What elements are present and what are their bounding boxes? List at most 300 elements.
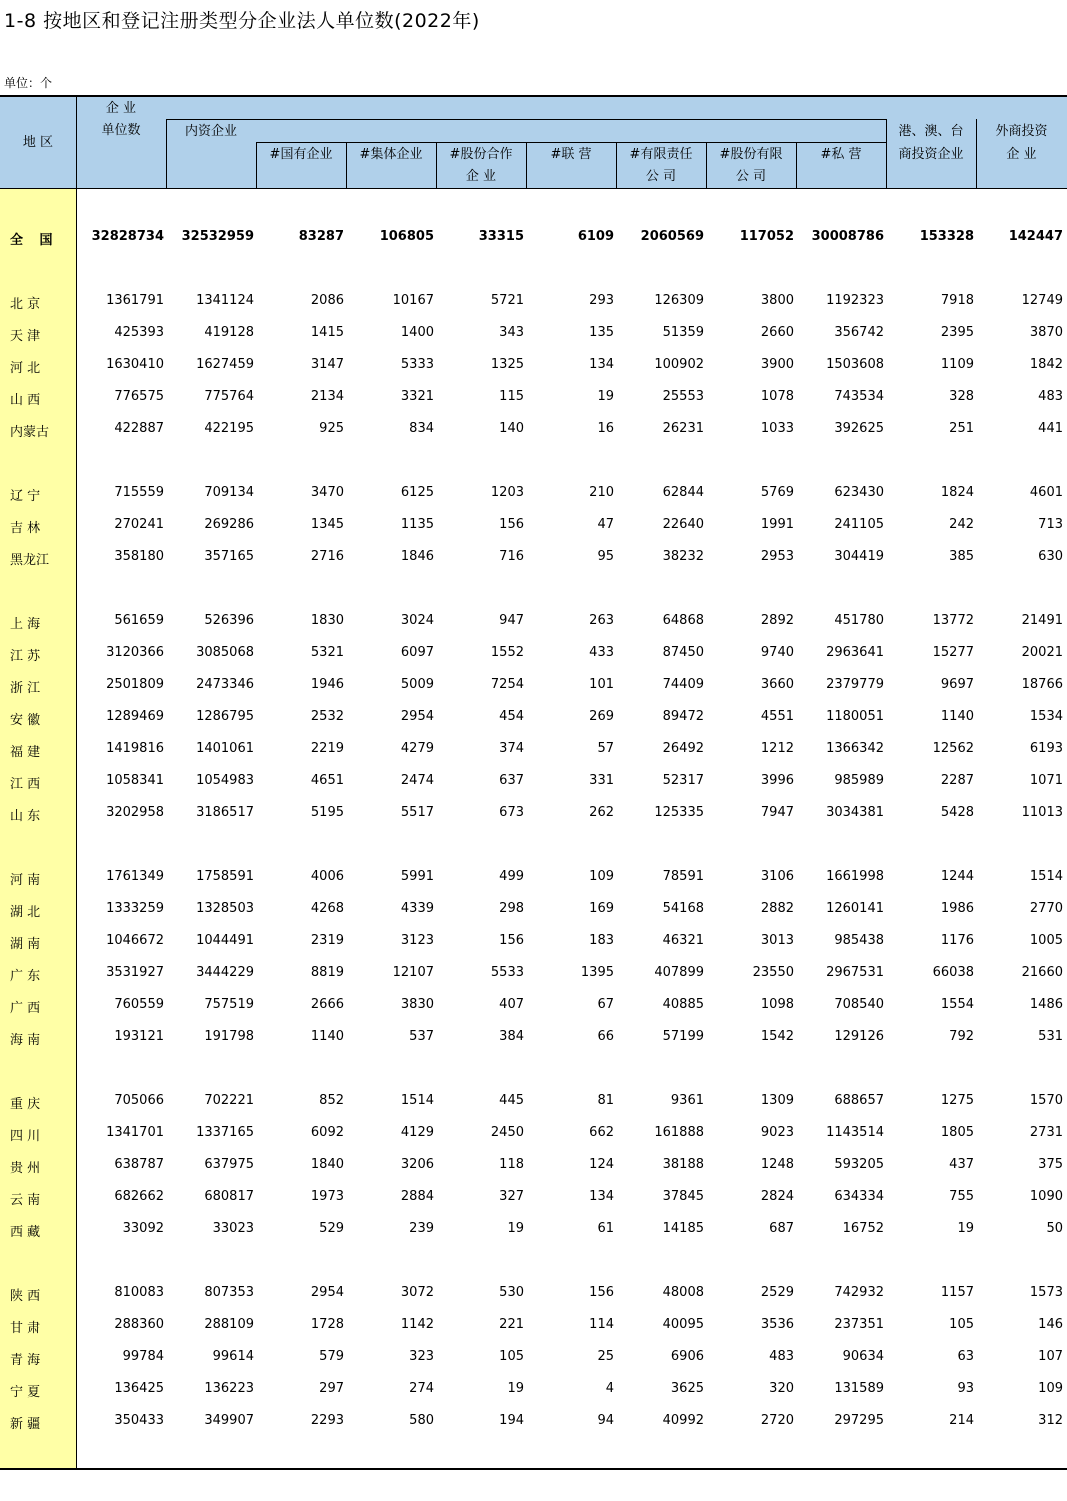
table-cell: 19 — [597, 389, 614, 404]
table-cell: 1973 — [310, 1189, 344, 1204]
table-cell: 4279 — [400, 741, 434, 756]
table-cell: 4129 — [400, 1125, 434, 1140]
table-cell: 1366342 — [826, 741, 884, 756]
table-cell: 1534 — [1029, 709, 1063, 724]
table-cell: 1824 — [940, 485, 974, 500]
table-row — [0, 1317, 1067, 1337]
table-cell: 2954 — [400, 709, 434, 724]
table-cell: 709134 — [204, 485, 254, 500]
table-cell: 106805 — [379, 229, 434, 244]
table-cell: 925 — [319, 421, 344, 436]
table-cell: 4339 — [400, 901, 434, 916]
region-name: 甘 肃 — [10, 1321, 41, 1336]
table-cell: 454 — [499, 709, 524, 724]
table-cell: 407899 — [654, 965, 704, 980]
table-cell: 33315 — [478, 229, 524, 244]
table-cell: 99784 — [122, 1349, 164, 1364]
table-cell: 156 — [499, 933, 524, 948]
table-cell: 483 — [1038, 389, 1063, 404]
table-cell: 1142 — [400, 1317, 434, 1332]
table-cell: 1415 — [310, 325, 344, 340]
table-cell: 5195 — [310, 805, 344, 820]
table-cell: 1341124 — [196, 293, 254, 308]
table-cell: 40095 — [662, 1317, 704, 1332]
table-cell: 100902 — [654, 357, 704, 372]
table-cell: 530 — [499, 1285, 524, 1300]
table-cell: 985438 — [834, 933, 884, 948]
table-cell: 40885 — [662, 997, 704, 1012]
table-cell: 1514 — [1029, 869, 1063, 884]
table-cell: 93 — [957, 1381, 974, 1396]
table-cell: 6906 — [670, 1349, 704, 1364]
table-cell: 2395 — [940, 325, 974, 340]
table-cell: 5009 — [400, 677, 434, 692]
table-cell: 2319 — [310, 933, 344, 948]
table-cell: 19 — [507, 1221, 524, 1236]
header-foreign-line1: 外商投资 — [995, 124, 1048, 139]
region-name: 海 南 — [10, 1033, 41, 1048]
table-cell: 3120366 — [106, 645, 164, 660]
region-name: 山 西 — [10, 393, 41, 408]
data-table — [0, 95, 1067, 1470]
table-cell: 66 — [597, 1029, 614, 1044]
table-cell: 715559 — [114, 485, 164, 500]
region-name: 广 东 — [10, 969, 41, 984]
table-cell: 3531927 — [106, 965, 164, 980]
table-cell: 269286 — [204, 517, 254, 532]
table-cell: 11013 — [1021, 805, 1063, 820]
header-collective: #集体企业 — [359, 147, 423, 162]
table-cell: 425393 — [114, 325, 164, 340]
table-cell: 1991 — [760, 517, 794, 532]
table-cell: 262 — [589, 805, 614, 820]
table-cell: 7918 — [940, 293, 974, 308]
table-cell: 760559 — [114, 997, 164, 1012]
table-cell: 357165 — [204, 549, 254, 564]
table-cell: 1054983 — [196, 773, 254, 788]
table-cell: 743534 — [834, 389, 884, 404]
region-name: 吉 林 — [10, 521, 41, 536]
table-cell: 1140 — [310, 1029, 344, 1044]
table-cell: 1830 — [310, 613, 344, 628]
table-row — [0, 1157, 1067, 1177]
table-cell: 579 — [319, 1349, 344, 1364]
table-cell: 52317 — [662, 773, 704, 788]
table-cell: 297295 — [834, 1413, 884, 1428]
table-cell: 3830 — [400, 997, 434, 1012]
table-cell: 385 — [949, 549, 974, 564]
table-cell: 2287 — [940, 773, 974, 788]
header-hmt-line1: 港、澳、台 — [898, 124, 964, 139]
table-cell: 1212 — [760, 741, 794, 756]
table-cell: 214 — [949, 1413, 974, 1428]
region-name: 贵 州 — [10, 1161, 41, 1176]
table-cell: 1135 — [400, 517, 434, 532]
table-cell: 115 — [499, 389, 524, 404]
table-cell: 637 — [499, 773, 524, 788]
table-cell: 57 — [597, 741, 614, 756]
table-cell: 4551 — [760, 709, 794, 724]
table-cell: 293 — [589, 293, 614, 308]
table-row — [0, 485, 1067, 505]
header-llc-line2: 公 司 — [645, 169, 677, 184]
table-row — [0, 901, 1067, 921]
table-cell: 623430 — [834, 485, 884, 500]
table-cell: 32532959 — [181, 229, 254, 244]
table-cell: 3321 — [400, 389, 434, 404]
table-cell: 191798 — [204, 1029, 254, 1044]
header-region: 地 区 — [22, 135, 54, 150]
table-cell: 1033 — [760, 421, 794, 436]
table-cell: 630 — [1038, 549, 1063, 564]
table-row — [0, 1093, 1067, 1113]
table-cell: 1286795 — [196, 709, 254, 724]
table-cell: 16 — [597, 421, 614, 436]
table-cell: 1805 — [940, 1125, 974, 1140]
table-row — [0, 389, 1067, 409]
table-cell: 50 — [1046, 1221, 1063, 1236]
table-cell: 193121 — [114, 1029, 164, 1044]
table-cell: 12749 — [1021, 293, 1063, 308]
table-cell: 15277 — [932, 645, 974, 660]
table-cell: 134 — [589, 357, 614, 372]
header-shareholding-line2: 公 司 — [735, 169, 767, 184]
table-row — [0, 1189, 1067, 1209]
table-cell: 349907 — [204, 1413, 254, 1428]
region-name: 江 西 — [10, 777, 41, 792]
table-cell: 3900 — [760, 357, 794, 372]
table-cell: 4268 — [310, 901, 344, 916]
table-cell: 21491 — [1021, 613, 1063, 628]
table-cell: 40992 — [662, 1413, 704, 1428]
table-cell: 1333259 — [106, 901, 164, 916]
table-cell: 99614 — [212, 1349, 254, 1364]
table-cell: 3085068 — [196, 645, 254, 660]
table-cell: 9697 — [940, 677, 974, 692]
table-row — [0, 357, 1067, 377]
table-cell: 5517 — [400, 805, 434, 820]
table-cell: 87450 — [662, 645, 704, 660]
table-cell: 153328 — [919, 229, 974, 244]
table-cell: 142447 — [1008, 229, 1063, 244]
table-cell: 134 — [589, 1189, 614, 1204]
table-cell: 169 — [589, 901, 614, 916]
region-name: 宁 夏 — [10, 1385, 41, 1400]
table-cell: 19 — [507, 1381, 524, 1396]
table-row — [0, 1349, 1067, 1369]
table-cell: 25553 — [662, 389, 704, 404]
table-cell: 328 — [949, 389, 974, 404]
table-cell: 26492 — [662, 741, 704, 756]
table-cell: 5769 — [760, 485, 794, 500]
table-cell: 1328503 — [196, 901, 254, 916]
table-cell: 62844 — [662, 485, 704, 500]
table-cell: 1761349 — [106, 869, 164, 884]
table-row — [0, 1029, 1067, 1049]
table-cell: 1542 — [760, 1029, 794, 1044]
table-bottom-rule — [0, 1468, 1067, 1470]
region-name: 福 建 — [10, 745, 41, 760]
table-cell: 1244 — [940, 869, 974, 884]
table-cell: 776575 — [114, 389, 164, 404]
table-cell: 1554 — [940, 997, 974, 1012]
table-cell: 23550 — [752, 965, 794, 980]
page-title: 1-8 按地区和登记注册类型分企业法人单位数(2022年) — [4, 10, 480, 32]
table-cell: 38188 — [662, 1157, 704, 1172]
header-total-line1: 企 业 — [105, 101, 137, 116]
table-cell: 64868 — [662, 613, 704, 628]
table-cell: 1005 — [1029, 933, 1063, 948]
table-cell: 210 — [589, 485, 614, 500]
table-cell: 194 — [499, 1413, 524, 1428]
table-cell: 1570 — [1029, 1093, 1063, 1108]
table-cell: 6097 — [400, 645, 434, 660]
header-coop-line2: 企 业 — [465, 169, 497, 184]
table-cell: 239 — [409, 1221, 434, 1236]
table-cell: 1341701 — [106, 1125, 164, 1140]
table-row — [0, 869, 1067, 889]
table-cell: 2824 — [760, 1189, 794, 1204]
table-cell: 3444229 — [196, 965, 254, 980]
header-llc-line1: #有限责任 — [629, 147, 693, 162]
region-name: 上 海 — [10, 617, 41, 632]
table-cell: 331 — [589, 773, 614, 788]
table-cell: 3147 — [310, 357, 344, 372]
table-cell: 2379779 — [826, 677, 884, 692]
table-cell: 13772 — [932, 613, 974, 628]
header-private: #私 营 — [820, 147, 862, 162]
table-cell: 7254 — [490, 677, 524, 692]
table-cell: 2666 — [310, 997, 344, 1012]
table-cell: 304419 — [834, 549, 884, 564]
table-cell: 3536 — [760, 1317, 794, 1332]
table-row — [0, 677, 1067, 697]
table-cell: 3186517 — [196, 805, 254, 820]
region-name: 浙 江 — [10, 681, 41, 696]
table-cell: 1260141 — [826, 901, 884, 916]
table-cell: 67 — [597, 997, 614, 1012]
table-cell: 580 — [409, 1413, 434, 1428]
table-cell: 241105 — [834, 517, 884, 532]
table-cell: 20021 — [1021, 645, 1063, 660]
table-cell: 1395 — [580, 965, 614, 980]
table-cell: 1157 — [940, 1285, 974, 1300]
table-cell: 2660 — [760, 325, 794, 340]
header-foreign-line2: 企 业 — [1006, 147, 1037, 162]
table-cell: 5321 — [310, 645, 344, 660]
table-cell: 126309 — [654, 293, 704, 308]
table-cell: 5533 — [490, 965, 524, 980]
table-row — [0, 517, 1067, 537]
table-cell: 1552 — [490, 645, 524, 660]
table-cell: 30008786 — [811, 229, 884, 244]
table-cell: 441 — [1038, 421, 1063, 436]
table-cell: 18766 — [1021, 677, 1063, 692]
table-cell: 757519 — [204, 997, 254, 1012]
table-cell: 78591 — [662, 869, 704, 884]
table-cell: 1946 — [310, 677, 344, 692]
region-name: 广 西 — [10, 1001, 41, 1016]
table-cell: 1180051 — [826, 709, 884, 724]
table-cell: 384 — [499, 1029, 524, 1044]
table-row — [0, 1285, 1067, 1305]
table-cell: 251 — [949, 421, 974, 436]
table-row — [0, 293, 1067, 313]
table-cell: 12107 — [392, 965, 434, 980]
table-cell: 637975 — [204, 1157, 254, 1172]
unit-label: 单位：个 — [4, 76, 53, 90]
table-cell: 89472 — [662, 709, 704, 724]
header-shareholding-line1: #股份有限 — [719, 147, 783, 162]
table-cell: 3202958 — [106, 805, 164, 820]
table-cell: 3870 — [1029, 325, 1063, 340]
table-cell: 1337165 — [196, 1125, 254, 1140]
table-cell: 343 — [499, 325, 524, 340]
table-cell: 242 — [949, 517, 974, 532]
table-cell: 237351 — [834, 1317, 884, 1332]
table-row — [0, 741, 1067, 761]
table-cell: 26231 — [662, 421, 704, 436]
table-cell: 1842 — [1029, 357, 1063, 372]
table-cell: 161888 — [654, 1125, 704, 1140]
table-cell: 81 — [597, 1093, 614, 1108]
table-cell: 4601 — [1029, 485, 1063, 500]
table-cell: 136223 — [204, 1381, 254, 1396]
table-cell: 109 — [589, 869, 614, 884]
table-cell: 125335 — [654, 805, 704, 820]
table-cell: 5721 — [490, 293, 524, 308]
table-cell: 21660 — [1021, 965, 1063, 980]
table-row — [0, 805, 1067, 825]
table-cell: 9740 — [760, 645, 794, 660]
table-cell: 1486 — [1029, 997, 1063, 1012]
region-name: 江 苏 — [10, 649, 41, 664]
table-cell: 140 — [499, 421, 524, 436]
table-cell: 1192323 — [826, 293, 884, 308]
table-cell: 1514 — [400, 1093, 434, 1108]
table-cell: 297 — [319, 1381, 344, 1396]
table-cell: 422195 — [204, 421, 254, 436]
table-cell: 419128 — [204, 325, 254, 340]
table-row-national — [0, 229, 1067, 249]
table-cell: 263 — [589, 613, 614, 628]
table-cell: 374 — [499, 741, 524, 756]
table-cell: 47 — [597, 517, 614, 532]
table-cell: 2134 — [310, 389, 344, 404]
table-cell: 57199 — [662, 1029, 704, 1044]
table-cell: 6125 — [400, 485, 434, 500]
header-rule-bottom — [0, 188, 1067, 189]
region-name: 天 津 — [10, 329, 41, 344]
table-cell: 6109 — [577, 229, 614, 244]
table-cell: 742932 — [834, 1285, 884, 1300]
table-cell: 2060569 — [640, 229, 704, 244]
table-cell: 320 — [769, 1381, 794, 1396]
table-row — [0, 1413, 1067, 1433]
table-cell: 327 — [499, 1189, 524, 1204]
table-cell: 4006 — [310, 869, 344, 884]
table-cell: 2720 — [760, 1413, 794, 1428]
region-name: 重 庆 — [10, 1097, 41, 1112]
table-cell: 83287 — [298, 229, 344, 244]
table-cell: 2501809 — [106, 677, 164, 692]
table-cell: 350433 — [114, 1413, 164, 1428]
table-cell: 3106 — [760, 869, 794, 884]
table-cell: 1840 — [310, 1157, 344, 1172]
table-cell: 1143514 — [826, 1125, 884, 1140]
table-cell: 2450 — [490, 1125, 524, 1140]
table-cell: 483 — [769, 1349, 794, 1364]
table-row — [0, 933, 1067, 953]
table-cell: 288360 — [114, 1317, 164, 1332]
table-cell: 274 — [409, 1381, 434, 1396]
header-domestic: 内资企业 — [185, 124, 238, 139]
table-cell: 499 — [499, 869, 524, 884]
region-name: 四 川 — [10, 1129, 41, 1144]
table-cell: 1071 — [1029, 773, 1063, 788]
table-cell: 3013 — [760, 933, 794, 948]
table-cell: 2770 — [1029, 901, 1063, 916]
table-cell: 947 — [499, 613, 524, 628]
table-cell: 1400 — [400, 325, 434, 340]
region-name: 山 东 — [10, 809, 41, 824]
region-name: 内蒙古 — [10, 425, 50, 440]
table-cell: 1090 — [1029, 1189, 1063, 1204]
table-cell: 101 — [589, 677, 614, 692]
table-cell: 1419816 — [106, 741, 164, 756]
table-cell: 1176 — [940, 933, 974, 948]
table-row — [0, 421, 1067, 441]
table-cell: 107 — [1038, 1349, 1063, 1364]
table-cell: 445 — [499, 1093, 524, 1108]
region-name: 河 北 — [10, 361, 41, 376]
table-cell: 1401061 — [196, 741, 254, 756]
table-cell: 3024 — [400, 613, 434, 628]
table-cell: 1046672 — [106, 933, 164, 948]
table-cell: 529 — [319, 1221, 344, 1236]
region-column-background — [0, 189, 76, 1469]
table-cell: 531 — [1038, 1029, 1063, 1044]
table-cell: 10167 — [392, 293, 434, 308]
table-cell: 702221 — [204, 1093, 254, 1108]
table-cell: 66038 — [932, 965, 974, 980]
table-cell: 38232 — [662, 549, 704, 564]
table-cell: 156 — [589, 1285, 614, 1300]
table-cell: 1058341 — [106, 773, 164, 788]
table-cell: 673 — [499, 805, 524, 820]
table-cell: 834 — [409, 421, 434, 436]
table-cell: 54168 — [662, 901, 704, 916]
table-cell: 1361791 — [106, 293, 164, 308]
table-row — [0, 325, 1067, 345]
table-cell: 114 — [589, 1317, 614, 1332]
table-cell: 1140 — [940, 709, 974, 724]
table-cell: 3800 — [760, 293, 794, 308]
table-cell: 392625 — [834, 421, 884, 436]
header-col-rule — [166, 119, 167, 189]
table-cell: 810083 — [114, 1285, 164, 1300]
header-state: #国有企业 — [269, 147, 333, 162]
table-cell: 33023 — [212, 1221, 254, 1236]
table-cell: 1661998 — [826, 869, 884, 884]
table-cell: 3123 — [400, 933, 434, 948]
table-cell: 135 — [589, 325, 614, 340]
table-cell: 105 — [499, 1349, 524, 1364]
table-cell: 14185 — [662, 1221, 704, 1236]
table-cell: 1078 — [760, 389, 794, 404]
table-cell: 2293 — [310, 1413, 344, 1428]
region-name: 青 海 — [10, 1353, 41, 1368]
